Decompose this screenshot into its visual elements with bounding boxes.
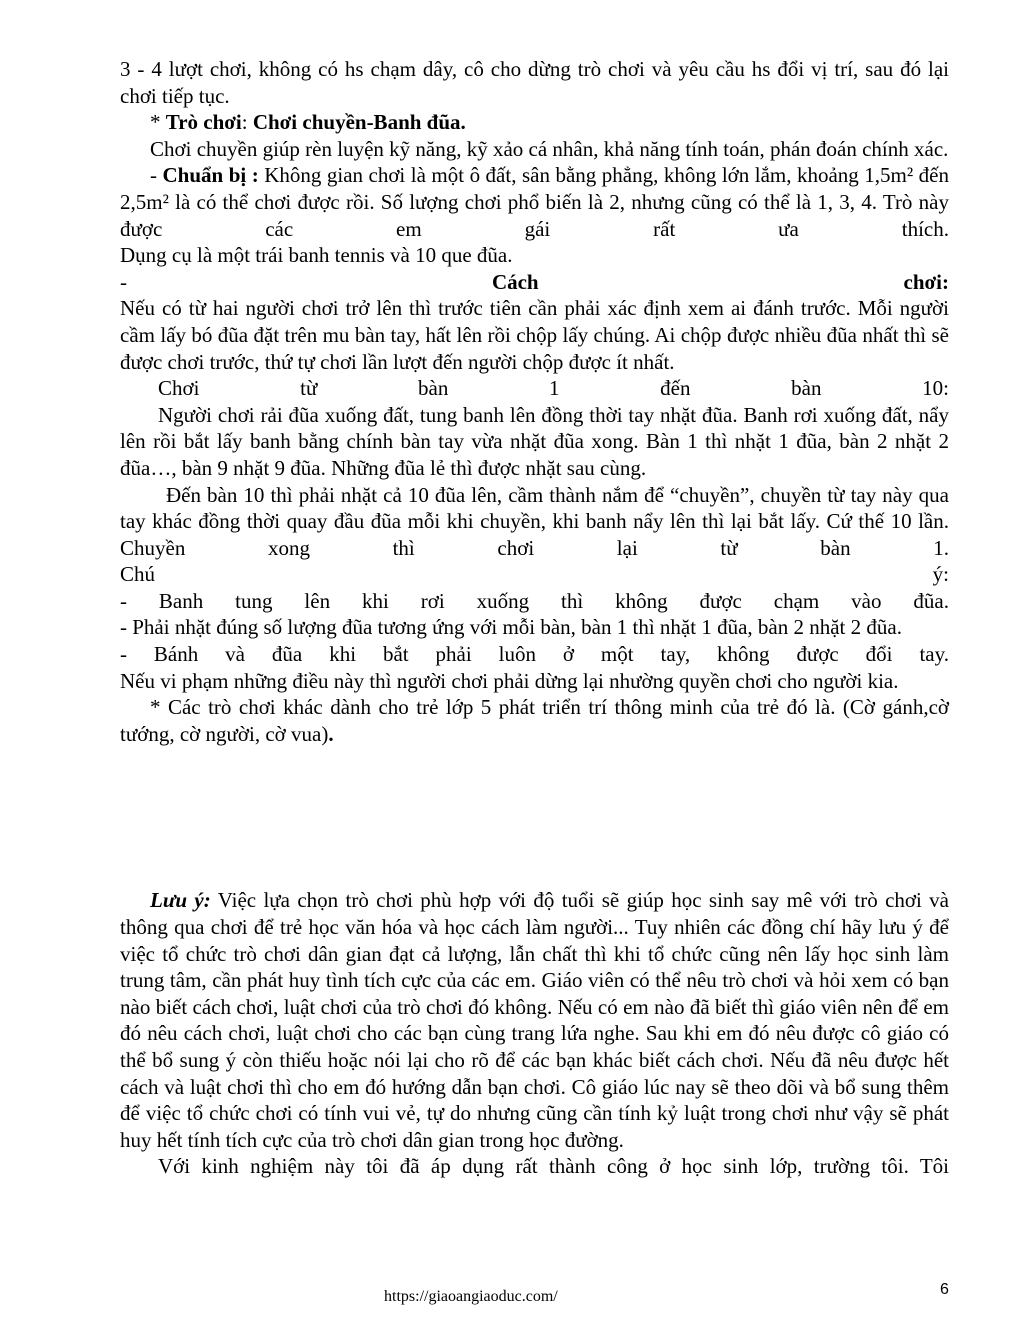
paragraph-continuation: 3 - 4 lượt chơi, không có hs chạm dây, cô cho dừng trò chơi và yêu cầu hs đổi vị trí, sau đó lại chơi tiếp tục. xyxy=(120,57,949,108)
note-heading: Chú ý: xyxy=(120,562,949,587)
note-item-3: - Bánh và đũa khi bắt phải luôn ở một tay, không được đổi tay. xyxy=(120,642,949,667)
paragraph-other-games xyxy=(120,694,949,747)
note-consequence: Nếu vi phạm những điều này thì người chơi phải dừng lại nhường quyền chơi cho người kia. xyxy=(120,668,899,693)
paragraph-preparation xyxy=(120,162,949,242)
game-heading-colon: : xyxy=(241,110,253,135)
paragraph-round-10: Đến bàn 10 thì phải nhặt cả 10 đũa lên, cầm thành nắm để “chuyền”, chuyền từ tay này qua tay khác đồng thời quay đầu đũa mỗi khi chuyền, khi banh nẩy lên thì lại bắt lấy. Cứ thế 10 lần. Chuyền xong thì chơi lại từ bàn 1. xyxy=(120,482,949,560)
prep-dash: - xyxy=(150,163,163,188)
luu-y-label: Lưu ý: xyxy=(150,888,211,913)
note-item-2: - Phải nhặt đúng số lượng đũa tương ứng với mỗi bàn, bàn 1 thì nhặt 1 đũa, bàn 2 nhặt 2 đũa. xyxy=(120,615,902,640)
prep-text: Không gian chơi là một ô đất, sân bằng phẳng, không lớn lắm, khoảng 1,5m² đến 2,5m² là có thể chơi được rồi. Số lượng chơi phổ biến là 2, nhưng cũng có thể là 1, 3, 4. Trò này được các em gái rất ưa thích. xyxy=(120,163,949,241)
howto-heading xyxy=(120,269,949,296)
paragraph-intro: Chơi chuyền giúp rèn luyện kỹ năng, kỹ xảo cá nhân, khả năng tính toán, phán đoán chính xác. xyxy=(150,136,949,161)
footer-url: https://giaoangiaoduc.com/ xyxy=(384,1288,558,1305)
document-body xyxy=(120,56,949,1180)
page-number: 6 xyxy=(940,1281,949,1298)
prep-label: Chuẩn bị : xyxy=(162,163,259,188)
game-heading-label: Trò chơi xyxy=(165,110,242,135)
rounds-heading: Chơi từ bàn 1 đến bàn 10: xyxy=(158,376,949,401)
other-games-end: . xyxy=(328,721,334,746)
paragraph-rounds: Người chơi rải đũa xuống đất, tung banh lên đồng thời tay nhặt đũa. Banh rơi xuống đất, nẩy lên rồi bắt lấy banh bằng chính bàn tay vừa nhặt đũa xong. Bàn 1 thì nhặt 1 đũa, bàn 2 nhặt 2 đũa…, bàn 9 nhặt 9 đũa. Những đũa lẻ thì được nhặt sau cùng. xyxy=(120,402,949,480)
luu-y-text: Việc lựa chọn trò chơi phù hợp với độ tuổi sẽ giúp học sinh say mê với trò chơi và thông qua chơi để trẻ học văn hóa và học cách làm người... Tuy nhiên các đồng chí hãy lưu ý để việc tổ chức trò chơi dân gian đạt cả lượng, lẫn chất thì khi tổ chức cũng nên lấy học sinh làm trung tâm, cần phát huy tình tích cực của các em. Giáo viên có thể nêu trò chơi và hỏi xem có bạn nào biết cách chơi, luật chơi của trò chơi đó không. Nếu có em nào đã biết thì giáo viên nên để em đó nêu cách chơi, luật chơi cho các bạn cùng trang lứa nghe. Sau khi em đó nêu được cô giáo có thể bổ sung ý còn thiếu hoặc nói lại cho rõ để các bạn khác biết cách chơi. Nếu đã nêu được hết cách và luật chơi thì cho em đó hướng dẫn bạn chơi. Cô giáo lúc nay sẽ theo dõi và bổ sung thêm để việc tổ chức chơi có tính vui vẻ, tự do nhưng cũng cần tính kỷ luật trong chơi như vậy sẽ phát huy hết tính tích cực của trò chơi dân gian trong học đường. xyxy=(120,888,949,1152)
paragraph-tools: Dụng cụ là một trái banh tennis và 10 que đũa. xyxy=(120,243,513,268)
game-heading-name: Chơi chuyền-Banh đũa. xyxy=(252,110,466,135)
paragraph-experience: Với kinh nghiệm này tôi đã áp dụng rất thành công ở học sinh lớp, trường tôi. Tôi xyxy=(158,1154,949,1179)
other-games-text: * Các trò chơi khác dành cho trẻ lớp 5 phát triển trí thông minh của trẻ đó là. (Cờ gánh,cờ tướng, cờ người, cờ vua) xyxy=(120,695,949,746)
howto-label: Cách chơi: xyxy=(491,269,949,294)
note-item-1: - Banh tung lên khi rơi xuống thì không được chạm vào đũa. xyxy=(120,588,949,613)
paragraph-howto: Nếu có từ hai người chơi trở lên thì trước tiên cần phải xác định xem ai đánh trước. Mỗi người cầm lấy bó đũa đặt trên mu bàn tay, hất lên rồi chộp lấy chúng. Ai chộp được nhiều đũa nhất thì sẽ được chơi trước, thứ tự chơi lần lượt đến người chộp được ít nhất. xyxy=(120,296,949,374)
howto-dash: - xyxy=(120,269,127,294)
heading-bullet: * xyxy=(150,110,166,135)
game-heading xyxy=(120,109,949,136)
paragraph-luu-y xyxy=(120,887,949,1153)
blank-space xyxy=(120,747,949,887)
